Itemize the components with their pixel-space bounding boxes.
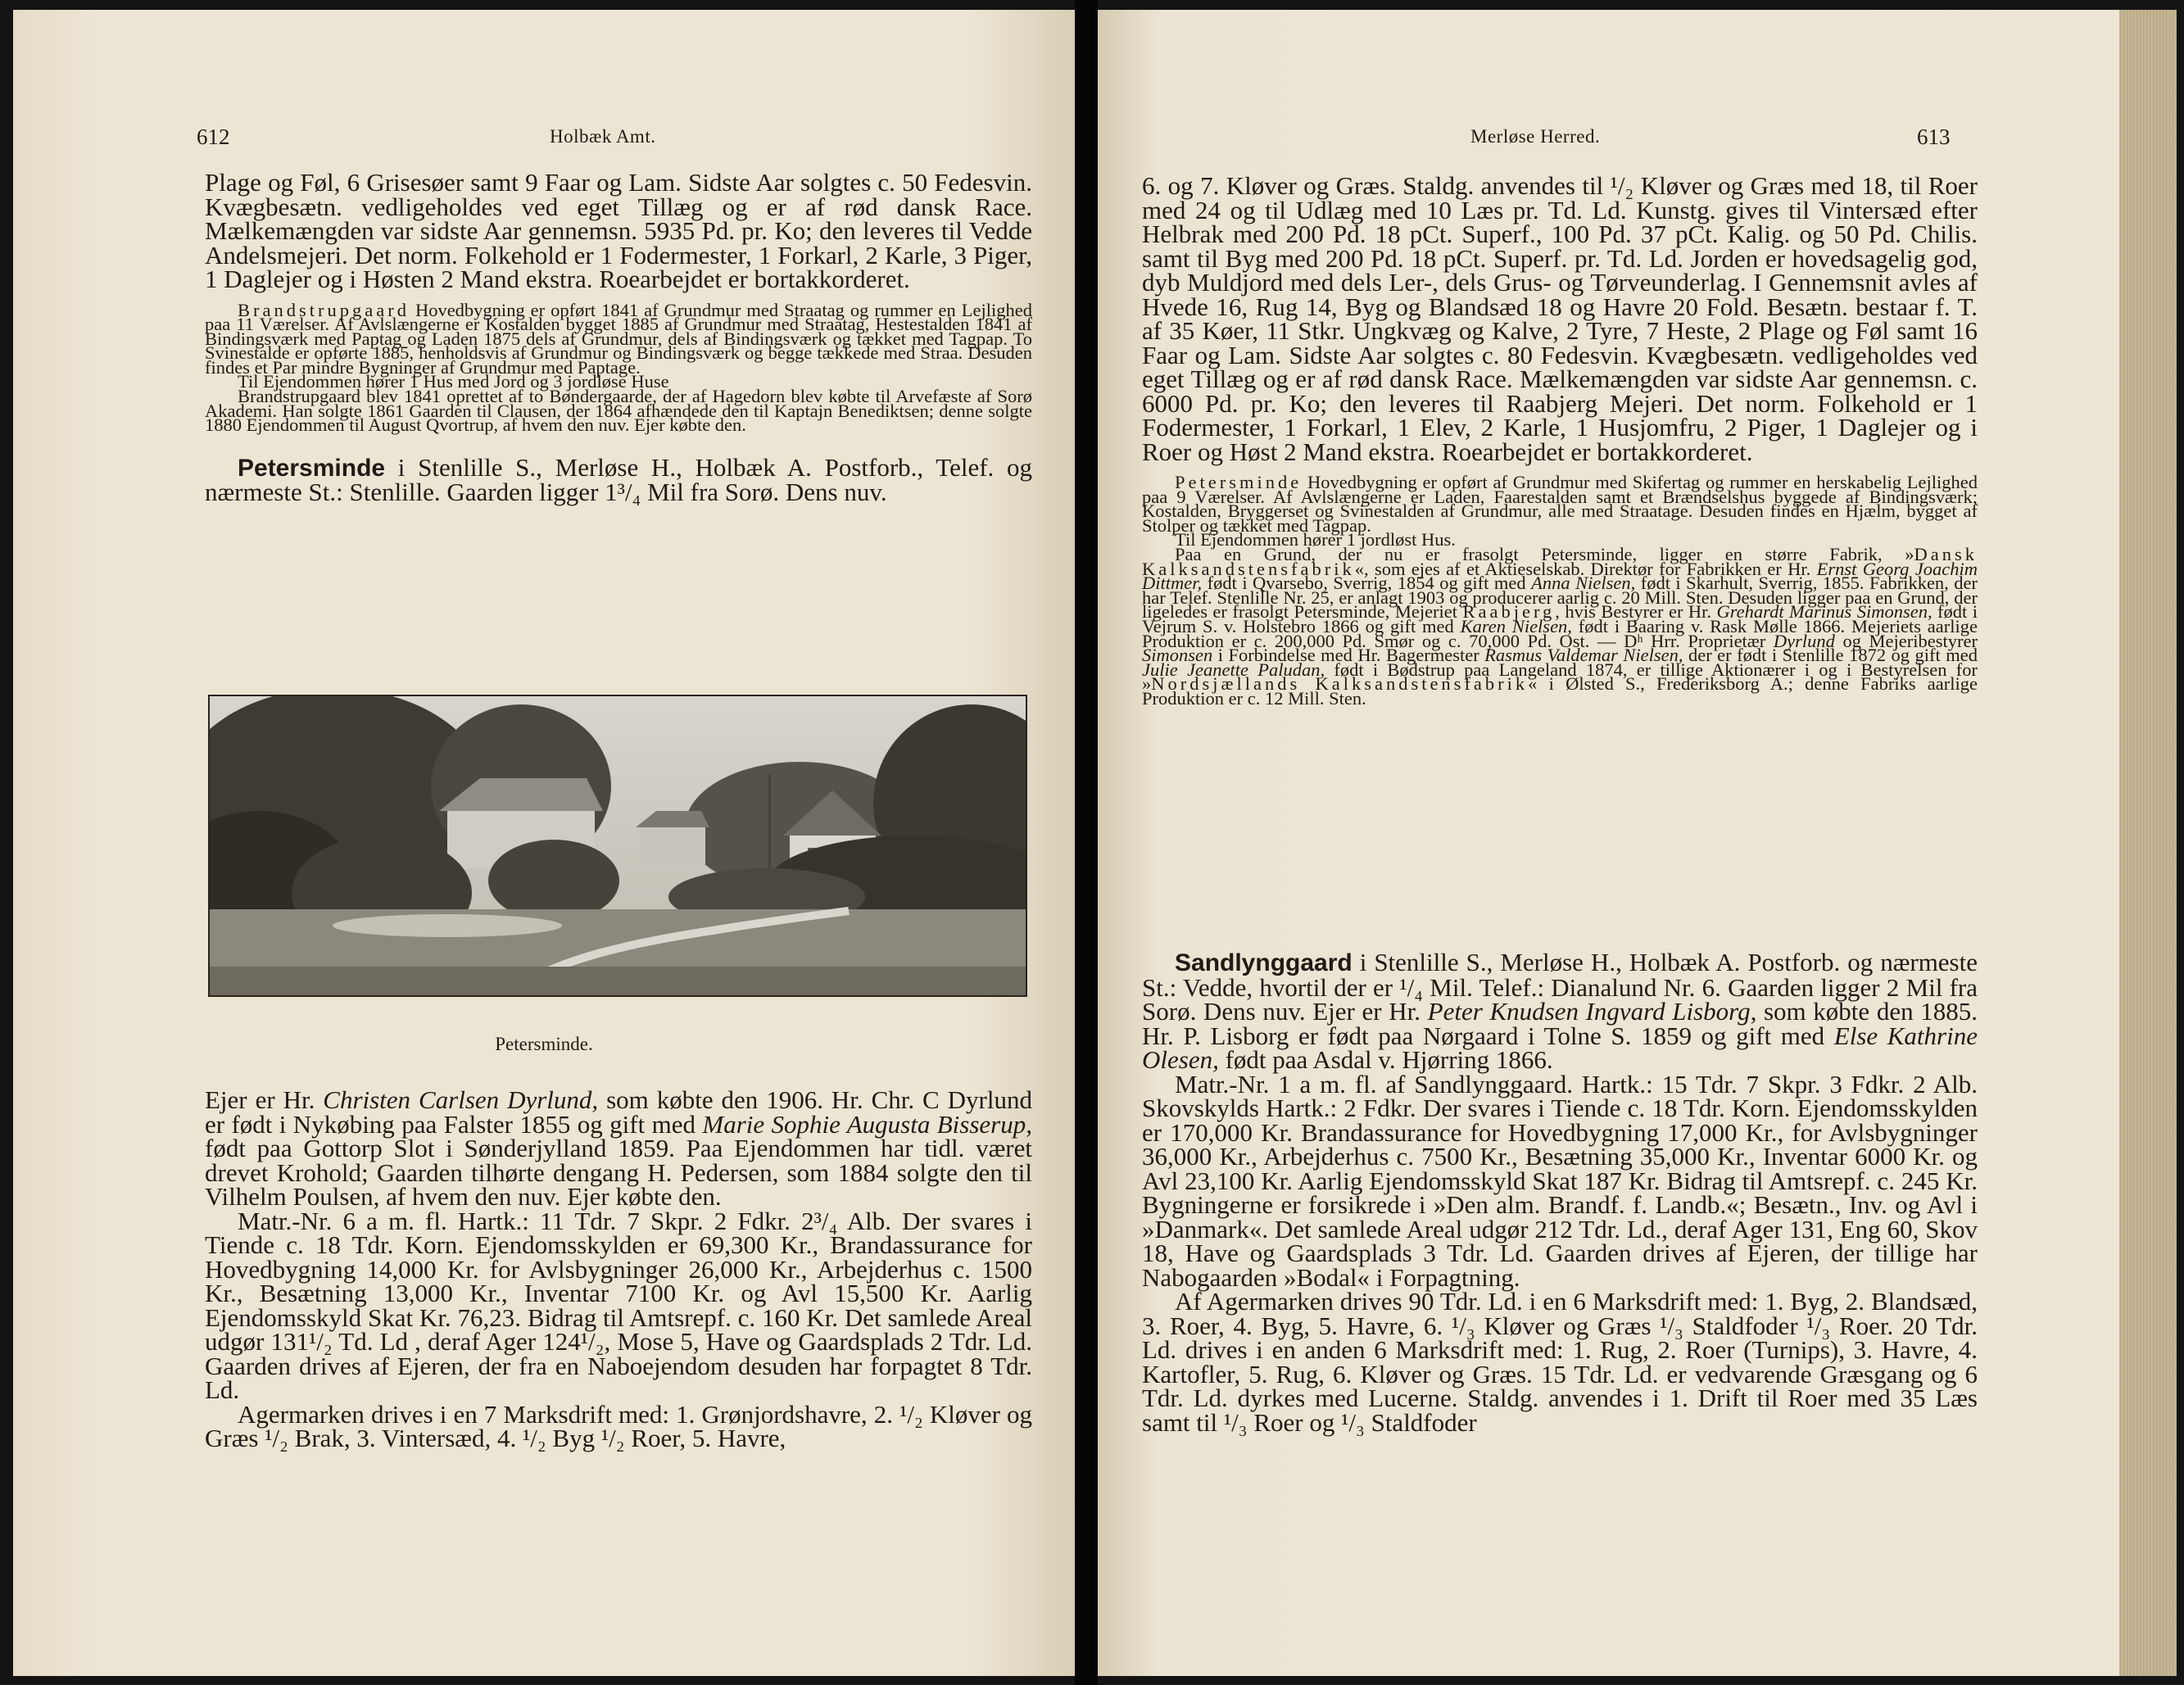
paragraph-houses: Til Ejendommen hører 1 jordløst Hus. [1175,529,1456,550]
right-page [1098,10,2119,1676]
text-top [205,170,1032,505]
estate-name: Brandstrupgaard [238,299,410,320]
paragraph-fertilizer: 6. og 7. Kløver og Græs. Staldg. anvendes til ¹/₂ Kløver og Græs med 18, til Roer med 24 og til Udlæg med 10 Læs pr. Td. Ld. Kunstg. gives til Vintersæd efter Helbrak med 200 Pd. 18 pCt. Superf., 100 Pd. 37 pCt. Kalig. og 50 Pd. Chilis. samt til Byg med 200 Pd. 18 pCt. Superf. pr. Td. Ld. Jorden er hovedsagelig god, dyb Muldjord med dels Ler-, dels Grus- og Tørveunderlag. I Gennemsnit avles af Hvede 16, Rug 14, Byg og Blandsæd 18 og Havre 20 Fold. Besætn. bestaar f. T. af 35 Køer, 11 Stkr. Ungkvæg og Kalve, 2 Tyre, 7 Heste, 2 Plage og Føl samt 16 Faar og Lam. Sidste Aar solgtes c. 80 Fedesvin. Kvægbesætn. vedligeholdes ved eget Tillæg og er af rød dansk Race. Mælkemængden var sidste Aar gennemsn. c. 6000 Pd. pr. Ko; den leveres til Raabjerg Mejeri. Det norm. Folkehold er 1 Fodermester, 1 Forkarl, 1 Elev, 2 Karle, 1 Husjomfru, 2 Piger, 1 Daglejer og i Roer og Høst 2 Mand ekstra. Roearbejdet er bortakkorderet. [1142,171,1978,466]
paragraph-houses: Til Ejendommen hører 1 Hus med Jord og 3 jordløse Huse [238,371,669,392]
running-head: Merløse Herred. [1470,126,1601,147]
owner-name: Christen Carlsen Dyrlund, [323,1085,599,1114]
text-bottom [205,1085,1032,1452]
paragraph-buildings: Petersminde Hovedbygning er opført af Grundmur med Skifertag og rummer en herskabelig Lejlighed paa 9 Værelser. Af Avlslængerne er Laden, Faarestalden samt et Brændselshus byggede af Bindingsværk; Kostalden, Bryggerset og Svinestalden af Grundmur, alle med Straatage. Desuden findes en Hjælm, bygget af Stolper og tækket med Tagpap. [1142,472,1978,536]
page-edges [2119,10,2177,1676]
owner-name: Peter Knudsen Ingvard Lisborg, [1427,997,1757,1026]
paragraph-factory: Paa en Grund, der nu er frasolgt Petersminde, ligger en større Fabrik, »Dansk Kalksandstensfabrik«, som ejes af et Aktieselskab. Direktør for Fabrikken er Hr. Ernst Georg Joachim Dittmer, født i Qvarsebo, Sverrig, 1854 og gift med Anna Nielsen, født i Skarhult, Sverrig, 1855. Fabrikken, der har Telef. Stenlille Nr. 25, er anlagt 1903 og producerer aarlig c. 20 Mill. Sten. Desuden ligger paa en Grund, der ligeledes er frasolgt Petersminde, Mejeriet Raabjerg, hvis Bestyrer er Hr. Grehardt Marinus Simonsen, født i Vejrum S. v. Holstebro 1866 og gift med Karen Nielsen, født i Baaring v. Rask Mølle 1866. Mejeriets aarlige Produktion er c. 200,000 Pd. Smør og c. 70,000 Pd. Ost. — Dʰ Hrr. Proprietær Dyrlund og Mejeribestyrer Simonsen i Forbindelse med Hr. Bagermester Rasmus Valdemar Nielsen, der er født i Stenlille 1872 og gift med Julie Jeanette Paludan, født i Bødstrup paa Langeland 1874, er tillige Aktionærer i og i Bestyrelsen for »Nordsjællands Kalksandstensfabrik« i Ølsted S., Frederiksborg A.; denne Fabriks aarlige Produktion er c. 12 Mill. Sten. [1142,543,1978,709]
entry-heading-sandlynggaard: Sandlynggaard i Stenlille S., Merløse H., Holbæk A. Postforb. og nærmeste St.: Vedde, hvortil der er ¹/₄ Mil. Telef.: Dianalund Nr. 6. Gaarden ligger 2 Mil fra Sorø. Dens nuv. Ejer er Hr. Peter Knudsen Ingvard Lisborg, som købte den 1885. Hr. P. Lisborg er født paa Nørgaard i Tolne S. 1859 og gift med Else Kathrine Olesen, født paa Asdal v. Hjørring 1866. [1142,948,1978,1074]
page-number: 613 [1917,125,1951,149]
entry-heading-petersminde: Petersminde i Stenlille S., Merløse H., Holbæk A. Postforb., Telef. og nærmeste St.: Stenlille. Gaarden ligger 1³/₄ Mil fra Sorø. Dens nuv. [205,452,1032,507]
left-page [13,10,1075,1676]
photograph-petersminde [208,695,1027,997]
paragraph-livestock: Plage og Føl, 6 Grisesøer samt 9 Faar og Lam. Sidste Aar solgtes c. 50 Fedesvin. Kvægbesætn. vedligeholdes ved eget Tillæg og er af rød dansk Race. Mælkemængden var sidste Aar gennemsn. 5935 Pd. pr. Ko; den leveres til Vedde Andelsmejeri. Det norm. Folkehold er 1 Fodermester, 1 Forkarl, 2 Karle, 3 Piger, 1 Daglejer og i Høsten 2 Mand ekstra. Roearbejdet er bortakkorderet. [205,168,1032,293]
photo-caption: Petersminde. [495,1034,593,1054]
paragraph-history: Brandstrupgaard blev 1841 oprettet af to Bøndergaarde, der af Hagedorn blev købte til Arvefæste af Sorø Akademi. Han solgte 1861 Gaarden til Clausen, der 1864 afhændede den til Kaptajn Benediktsen; denne solgte 1880 Ejendommen til August Qvortrup, af hvem den nuv. Ejer købte den. [205,386,1032,436]
page-number: 612 [197,125,230,149]
paragraph-buildings: Brandstrupgaard Hovedbygning er opført 1841 af Grundmur med Straatag og rummer en Lejlighed paa 11 Værelser. Af Avlslængerne er Kostalden bygget 1885 af Grundmur med Straatag, Hestestalden 1841 af Bindingsværk med Paptag og Laden 1875 dels af Grundmur, dels af Bindingsværk og tækket med Tagpap. To Svinestalde er opførte 1885, henholdsvis af Grundmur og Bindingsværk og begge tækkede med Straa. Desuden findes et Par mindre Bygninger af Grundmur med Paptage. [205,299,1032,378]
paragraph-owner: Ejer er Hr. Christen Carlsen Dyrlund, som købte den 1906. Hr. Chr. C Dyrlund er født i Nykøbing paa Falster 1855 og gift med Marie Sophie Augusta Bisserup, født paa Gottorp Slot i Sønderjylland 1859. Paa Ejendommen har tidl. været drevet Krohold; Gaarden tilhørte dengang H. Pedersen, som 1884 solgte den til Vilhelm Poulsen, af hvem den nuv. Ejer købte den. [205,1085,1032,1211]
wife-name: Else Kathrine Olesen, [1142,1021,1978,1074]
running-head: Holbæk Amt. [550,126,656,147]
paragraph-agermark: Agermarken drives i en 7 Marksdrift med: 1. Grønjordshavre, 2. ¹/₂ Kløver og Græs ¹/₂ Brak, 3. Vintersæd, 4. ¹/₂ Byg ¹/₂ Roer, 5. Havre, [205,1399,1032,1452]
text-bottom [1142,948,1978,1437]
estate-heading-name: Petersminde [238,454,386,482]
wife-name: Marie Sophie Augusta Bisserup, [702,1109,1032,1139]
farm-photo-image [210,696,1026,995]
paragraph-agermark: Af Agermarken drives 90 Tdr. Ld. i en 6 Marksdrift med: 1. Byg, 2. Blandsæd, 3. Roer, 4. Byg, 5. Havre, 6. ¹/₃ Kløver og Græs ¹/₃ Staldfoder ¹/₃ Roer. 20 Tdr. Ld. drives i en anden 6 Marksdrift med: 1. Rug, 2. Roer (Turnips), 3. Havre, 4. Kartofler, 5. Rug, 6. Kløver og Græs. 15 Tdr. Ld. er vedvarende Græsgang og 6 Tdr. Ld. dyrkes med Lucerne. Staldg. anvendes i 1. Drift til Roer med 35 Læs samt til ¹/₃ Roer og ¹/₃ Staldfoder [1142,1287,1978,1437]
text-top [1142,171,1978,709]
estate-heading-name: Sandlynggaard [1175,949,1353,976]
estate-name: Petersminde [1175,472,1303,492]
book-gutter [1075,0,1098,1685]
paragraph-matrikel: Matr.-Nr. 1 a m. fl. af Sandlynggaard. Hartk.: 15 Tdr. 7 Skpr. 3 Fdkr. 2 Alb. Skovskylds Hartk.: 2 Fdkr. Der svares i Tiende c. 18 Tdr. Korn. Ejendomsskylden er 170,000 Kr. Brandassurance for Hovedbygning 17,000 Kr., for Avlsbygninger 36,000 Kr., Arbejderhus c. 7500 Kr., Besætning 35,000 Kr., Inventar 6000 Kr. og Avl 23,100 Kr. Aarlig Ejendomsskyld Skat 187 Kr. Bidrag til Amtsrepf. c. 245 Kr. Bygningerne er forsikrede i »Den alm. Brandf. f. Landb.«; Besætn., Inv. og Avl i »Danmark«. Det samlede Areal udgør 212 Tdr. Ld., deraf Ager 131, Eng 60, Skov 18, Have og Gaardsplads 3 Tdr. Ld. Gaarden drives af Ejeren, der tillige har Nabogaarden »Bodal« i Forpagtning. [1142,1069,1978,1292]
paragraph-matrikel: Matr.-Nr. 6 a m. fl. Hartk.: 11 Tdr. 7 Skpr. 2 Fdkr. 2³/₄ Alb. Der svares i Tiende c. 18 Tdr. Korn. Ejendomsskylden er 69,300 Kr., Brandassurance for Hovedbygning 14,000 Kr. for Avlsbygninger 26,000 Kr., Arbejderhus c. 1500 Kr., Besætning 13,000 Kr., Inventar 7100 Kr. og Avl 15,500 Kr. Aarlig Ejendomsskyld Skat Kr. 76,23. Bidrag til Amtsrepf. c. 160 Kr. Det samlede Areal udgør 131¹/₂ Td. Ld , deraf Ager 124¹/₂, Mose 5, Have og Gaardsplads 2 Tdr. Ld. Gaarden drives af Ejeren, der fra en Naboejendom desuden har forpagtet 8 Tdr. Ld. [205,1206,1032,1404]
